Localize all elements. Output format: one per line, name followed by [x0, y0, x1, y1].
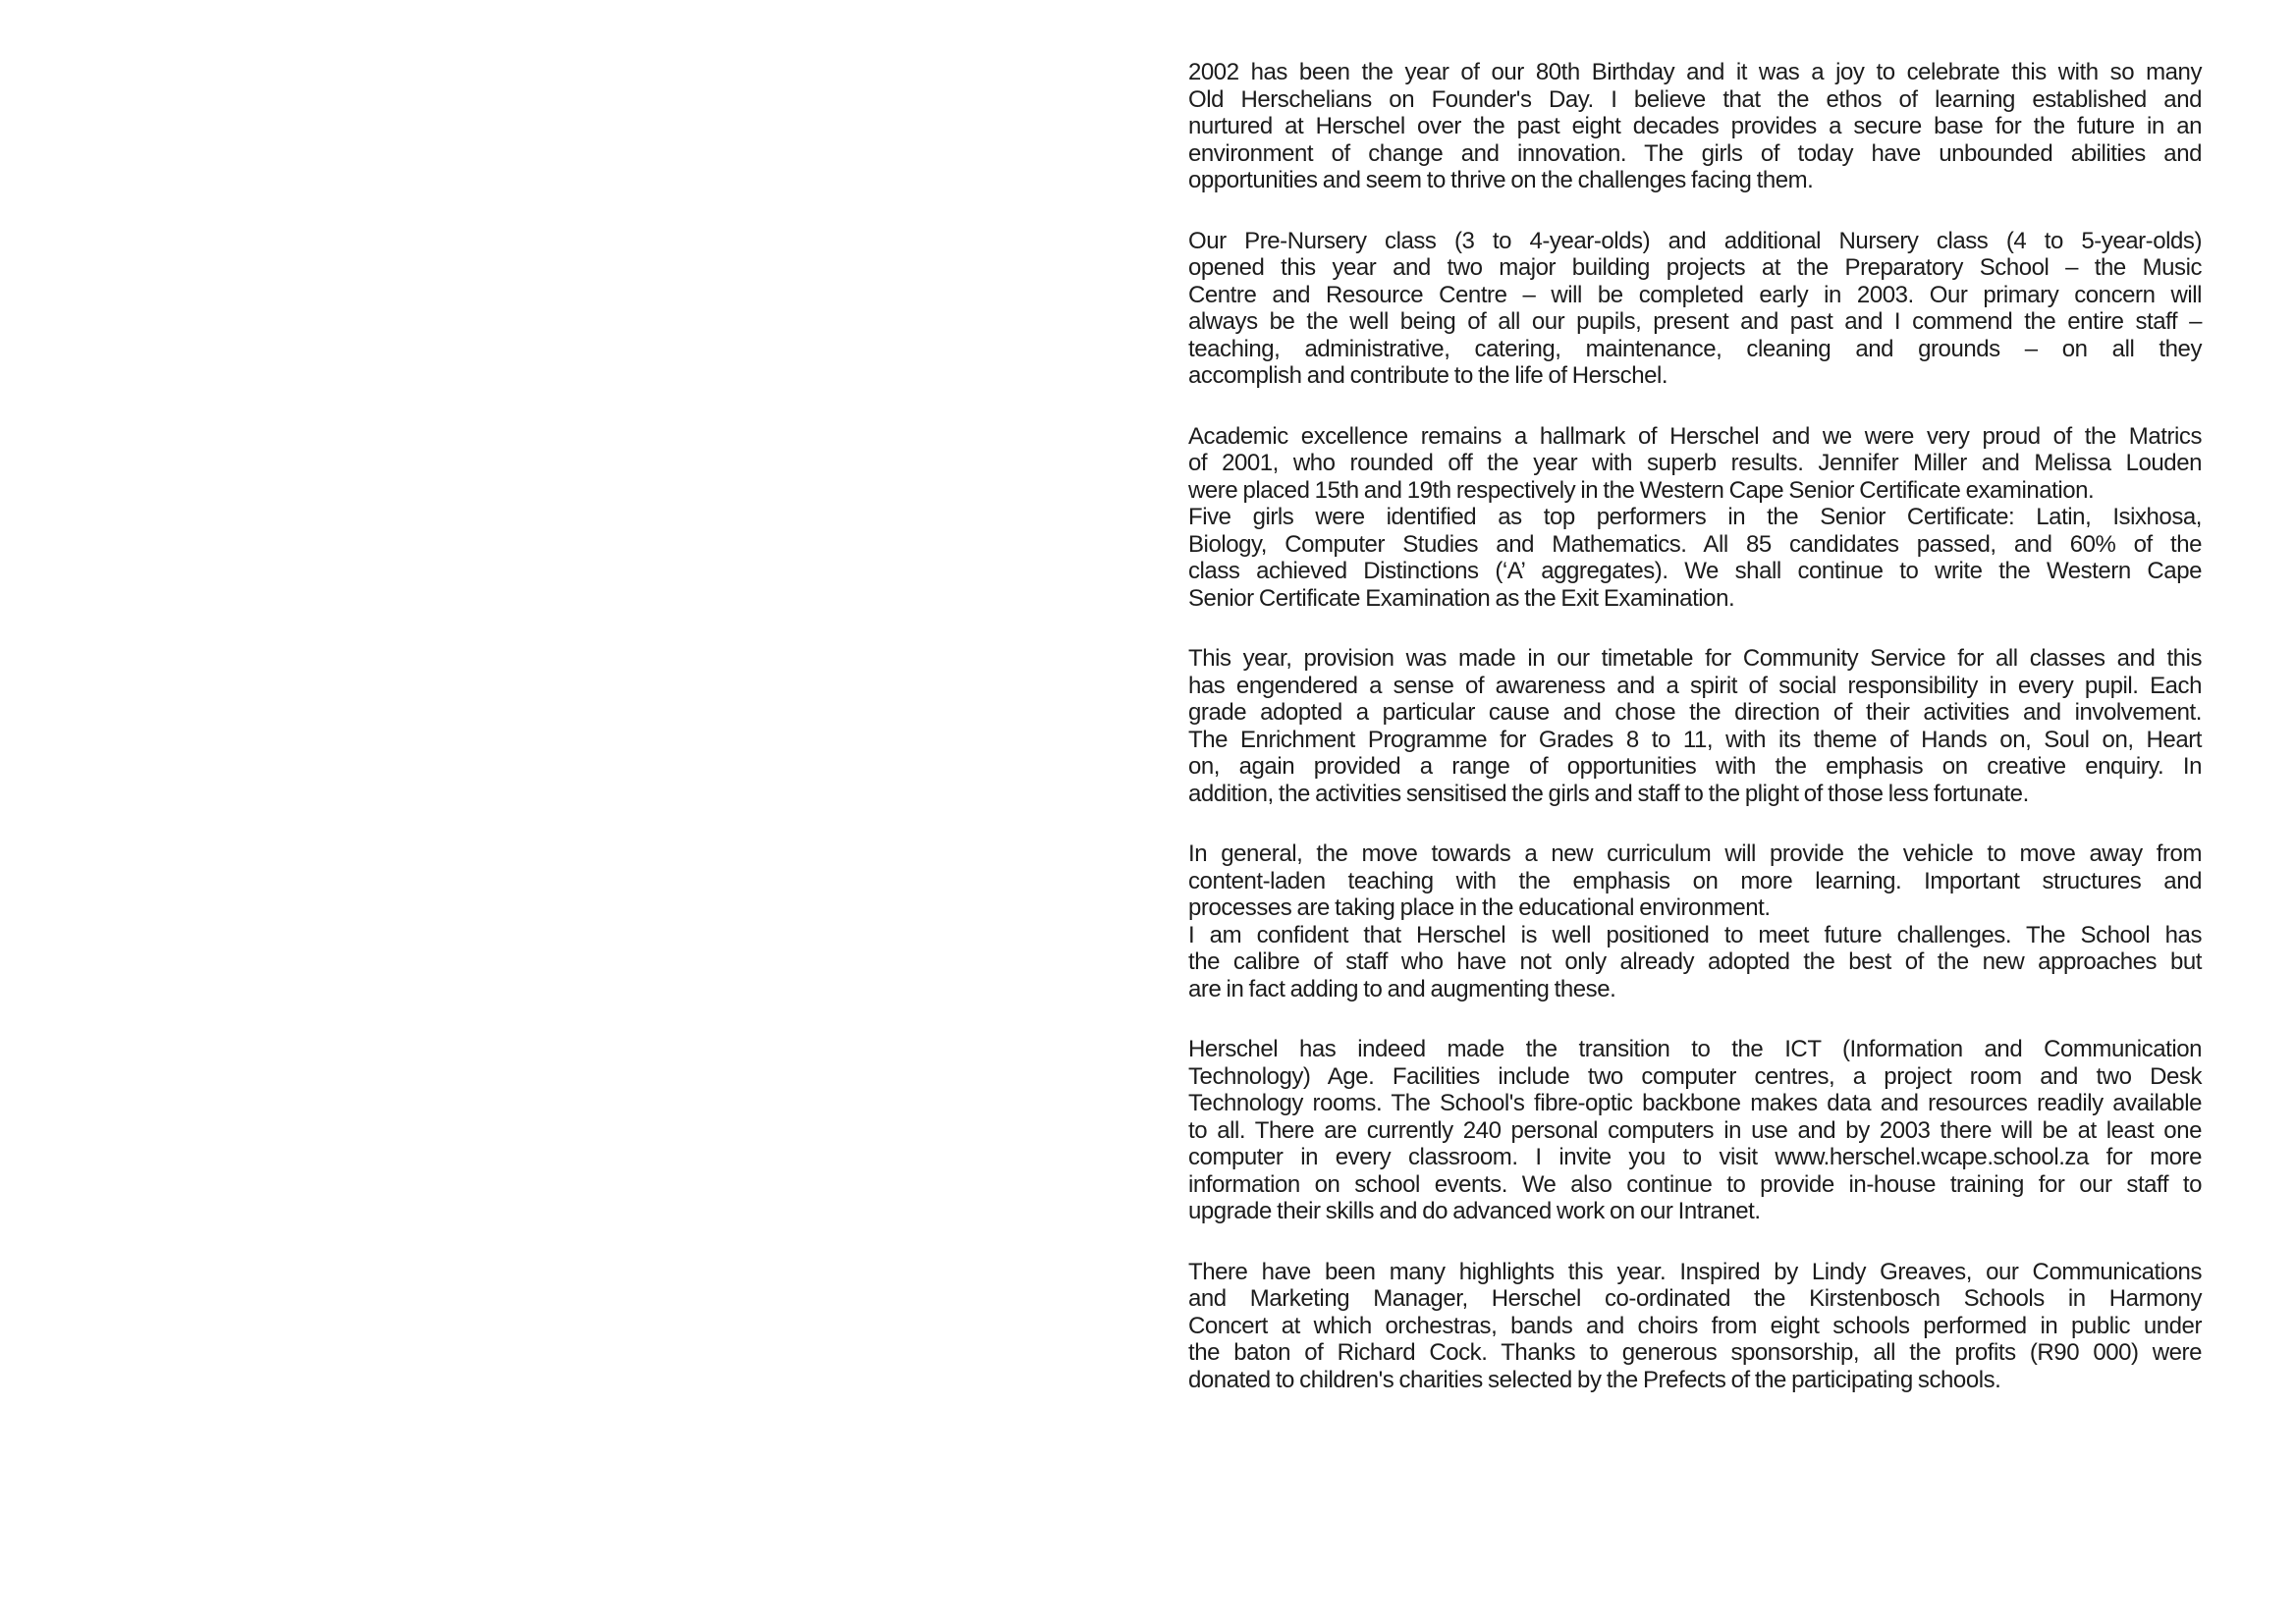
- text-line: This year, provision was made in our timetable for Community Service for all classes and this: [1188, 645, 2202, 672]
- paragraph-ict: [1188, 1036, 2202, 1225]
- text-line: Herschel has indeed made the transition to the ICT (Information and Communication: [1188, 1036, 2202, 1062]
- text-line: always be the well being of all our pupils, present and past and I commend the entire staff –: [1188, 308, 2202, 335]
- text-line: were placed 15th and 19th respectively in the Western Cape Senior Certificate examination.: [1188, 476, 2095, 504]
- text-line: donated to children's charities selected by the Prefects of the participating schools.: [1188, 1366, 2001, 1393]
- paragraph-highlights: [1188, 1259, 2202, 1394]
- text-line: In general, the move towards a new curriculum will provide the vehicle to move away from: [1188, 840, 2202, 867]
- text-line: Centre and Resource Centre – will be completed early in 2003. Our primary concern will: [1188, 281, 2202, 308]
- text-line: Biology, Computer Studies and Mathematics. All 85 candidates passed, and 60% of the: [1188, 530, 2202, 558]
- text-line: teaching, administrative, catering, maintenance, cleaning and grounds – on all they: [1188, 335, 2202, 362]
- paragraph-anniversary: [1188, 59, 2202, 194]
- text-line: There have been many highlights this year. Inspired by Lindy Greaves, our Communications: [1188, 1258, 2202, 1285]
- text-line: Technology) Age. Facilities include two computer centres, a project room and two Desk: [1188, 1062, 2202, 1090]
- text-line: addition, the activities sensitised the girls and staff to the plight of those less fortunate.: [1188, 780, 2029, 807]
- text-line: class achieved Distinctions (‘A’ aggregates). We shall continue to write the Western Cape: [1188, 558, 2202, 584]
- text-line: the baton of Richard Cock. Thanks to generous sponsorship, all the profits (R90 000) were: [1188, 1339, 2202, 1366]
- text-line: the calibre of staff who have not only already adopted the best of the new approaches but: [1188, 948, 2202, 975]
- text-line: content-laden teaching with the emphasis on more learning. Important structures and: [1188, 867, 2202, 894]
- text-line: computer in every classroom. I invite you to visit www.herschel.wcape.school.za for more: [1188, 1144, 2202, 1170]
- text-line: upgrade their skills and do advanced work on our Intranet.: [1188, 1198, 1761, 1224]
- paragraph-academic-excellence: [1188, 423, 2202, 613]
- text-line: Academic excellence remains a hallmark of Herschel and we were very proud of the Matrics: [1188, 422, 2202, 450]
- text-line: 2002 has been the year of our 80th Birthday and it was a joy to celebrate this with so many: [1188, 59, 2202, 85]
- text-line: environment of change and innovation. The girls of today have unbounded abilities and: [1188, 139, 2202, 167]
- text-line: The Enrichment Programme for Grades 8 to 11, with its theme of Hands on, Soul on, Heart: [1188, 726, 2202, 753]
- text-line: opportunities and seem to thrive on the challenges facing them.: [1188, 167, 1814, 193]
- text-line: are in fact adding to and augmenting these.: [1188, 975, 1616, 1002]
- text-line: opened this year and two major building projects at the Preparatory School – the Music: [1188, 254, 2202, 281]
- text-line: Five girls were identified as top performers in the Senior Certificate: Latin, Isixhosa,: [1188, 504, 2202, 530]
- paragraph-pre-nursery: [1188, 228, 2202, 390]
- text-line: grade adopted a particular cause and chose the direction of their activities and involvement.: [1188, 699, 2202, 726]
- text-line: Concert at which orchestras, bands and choirs from eight schools performed in public under: [1188, 1312, 2202, 1339]
- text-line: has engendered a sense of awareness and a spirit of social responsibility in every pupil. Each: [1188, 672, 2202, 699]
- text-line: on, again provided a range of opportunities with the emphasis on creative enquiry. In: [1188, 753, 2202, 780]
- text-line: I am confident that Herschel is well positioned to meet future challenges. The School has: [1188, 921, 2202, 948]
- text-line: information on school events. We also continue to provide in-house training for our staff to: [1188, 1170, 2202, 1198]
- letter-body: [1188, 59, 2202, 1427]
- text-line: accomplish and contribute to the life of Herschel.: [1188, 362, 1668, 389]
- paragraph-community-service: [1188, 645, 2202, 807]
- text-line: nurtured at Herschel over the past eight decades provides a secure base for the future in an: [1188, 113, 2202, 139]
- text-line: of 2001, who rounded off the year with superb results. Jennifer Miller and Melissa Louden: [1188, 450, 2202, 476]
- text-line: and Marketing Manager, Herschel co-ordinated the Kirstenbosch Schools in Harmony: [1188, 1285, 2202, 1312]
- text-line: to all. There are currently 240 personal computers in use and by 2003 there will be at least one: [1188, 1116, 2202, 1144]
- text-line: Senior Certificate Examination as the Exit Examination.: [1188, 584, 1735, 612]
- text-line: processes are taking place in the educational environment.: [1188, 894, 1771, 921]
- paragraph-curriculum: [1188, 840, 2202, 1002]
- text-line: Technology rooms. The School's fibre-optic backbone makes data and resources readily available: [1188, 1090, 2202, 1116]
- text-line: Our Pre-Nursery class (3 to 4-year-olds) and additional Nursery class (4 to 5-year-olds): [1188, 227, 2202, 254]
- text-line: Old Herschelians on Founder's Day. I believe that the ethos of learning established and: [1188, 85, 2202, 113]
